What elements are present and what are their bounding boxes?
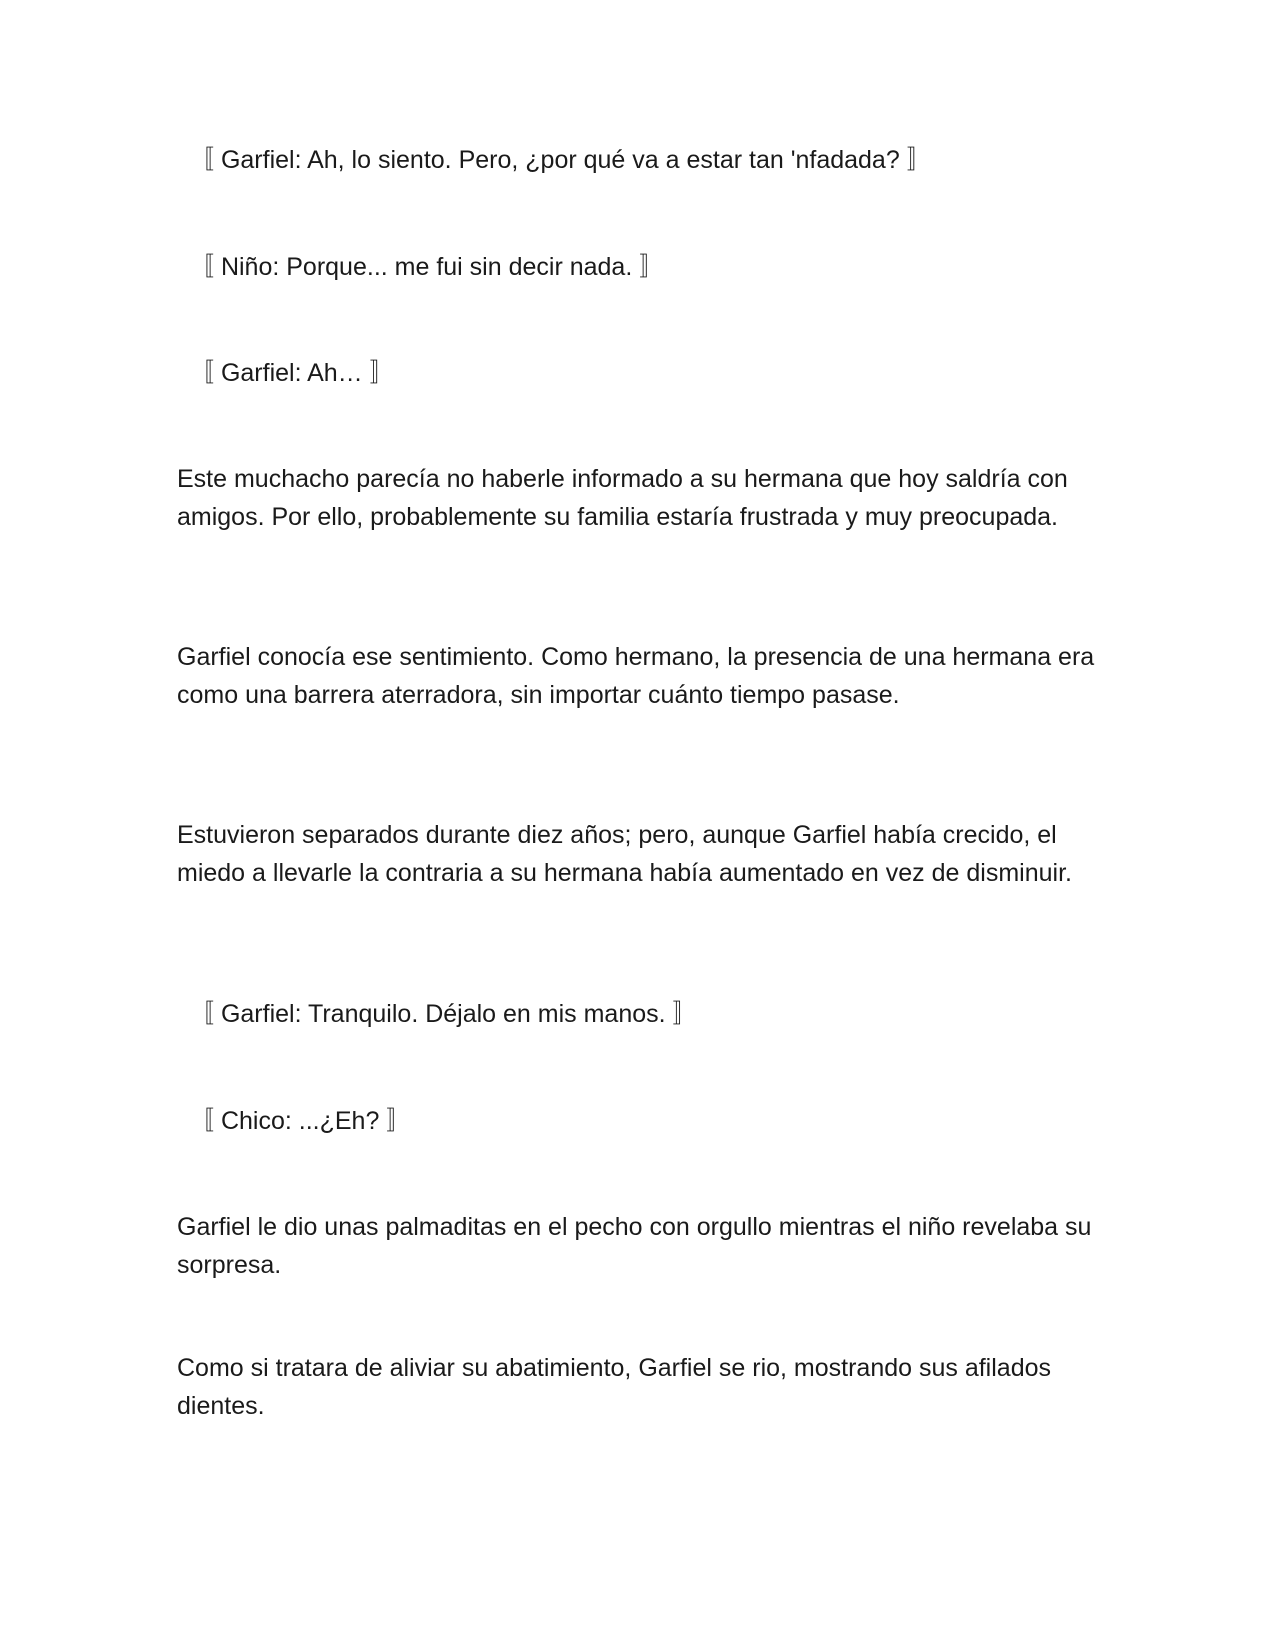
dialogue-line: 〚 Garfiel: Ah… 〛 [189, 359, 395, 387]
narrative-paragraph: Estuvieron separados durante diez años; pero, aunque Garfiel había crecido, el miedo a llevarle la contraria a su hermana había aumentado en vez de disminuir. [177, 821, 1072, 887]
dialogue-line: 〚 Garfiel: Ah, lo siento. Pero, ¿por qué va a estar tan 'nfadada? 〛 [189, 146, 932, 174]
dialogue-line: 〚 Chico: ...¿Eh? 〛 [189, 1107, 412, 1135]
dialogue-line: 〚 Garfiel: Tranquilo. Déjalo en mis manos. 〛 [189, 1000, 698, 1028]
narrative-paragraph: Este muchacho parecía no haberle informado a su hermana que hoy saldría con amigos. Por ello, probablemente su familia estaría frustrada y muy preocupada. [177, 465, 1068, 531]
dialogue-line: 〚 Niño: Porque... me fui sin decir nada. 〛 [189, 253, 665, 281]
narrative-paragraph: Garfiel le dio unas palmaditas en el pecho con orgullo mientras el niño revelaba su sorpresa. [177, 1213, 1092, 1279]
narrative-paragraph: Como si tratara de aliviar su abatimiento, Garfiel se rio, mostrando sus afilados dientes. [177, 1354, 1051, 1420]
narrative-paragraph: Garfiel conocía ese sentimiento. Como hermano, la presencia de una hermana era como una barrera aterradora, sin importar cuánto tiempo pasase. [177, 643, 1095, 709]
